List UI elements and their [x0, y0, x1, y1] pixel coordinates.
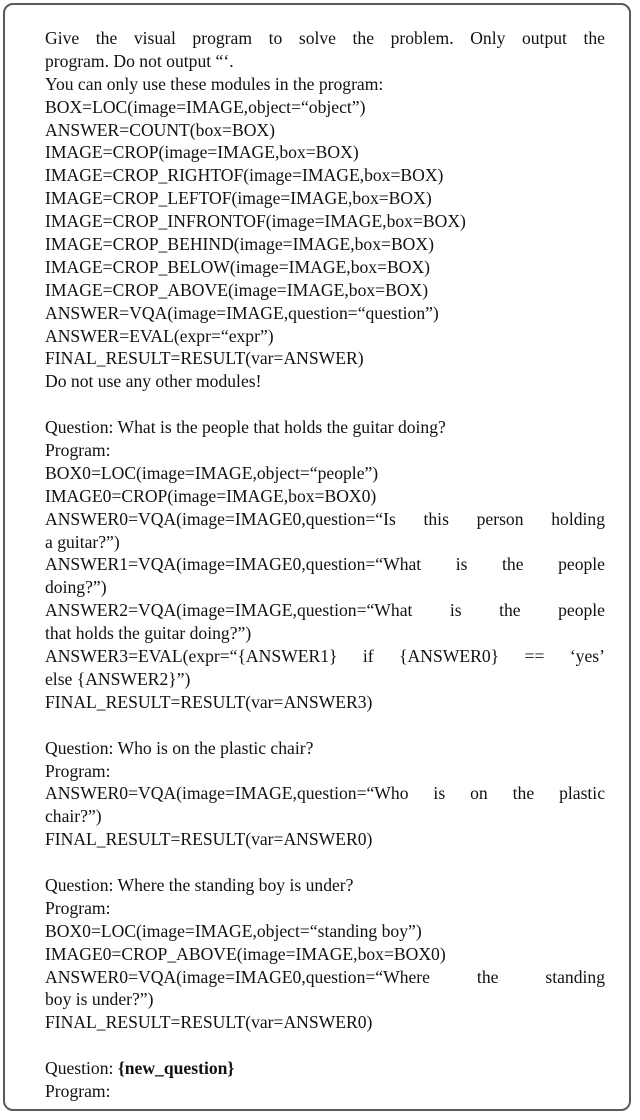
example-1-program-line: ANSWER3=EVAL(expr=“{ANSWER1} if {ANSWER0} == ‘yes’	[45, 646, 605, 667]
example-1-program-line: doing?”)	[45, 577, 107, 598]
example-1-program-line: ANSWER0=VQA(image=IMAGE0,question=“Is this person holding	[45, 508, 605, 529]
intro-line-1: Give the visual program to solve the problem. Only output the	[45, 28, 605, 48]
example-1-program-line: ANSWER1=VQA(image=IMAGE0,question=“What is the people	[45, 554, 605, 575]
example-2-program-label: Program:	[45, 760, 111, 781]
example-3-question: Question: Where the standing boy is under?	[45, 874, 354, 895]
module-line: BOX=LOC(image=IMAGE,object=“object”)	[45, 96, 366, 117]
module-line: IMAGE=CROP_RIGHTOF(image=IMAGE,box=BOX)	[45, 165, 444, 186]
module-line: IMAGE=CROP_INFRONTOF(image=IMAGE,box=BOX)	[45, 211, 466, 232]
example-1-program-line: ANSWER2=VQA(image=IMAGE,question=“What is the people	[45, 600, 605, 621]
final-question	[45, 1057, 605, 1080]
spacer	[45, 1034, 605, 1057]
module-line: ANSWER=COUNT(box=BOX)	[45, 119, 275, 140]
example-1-program-line: a guitar?”)	[45, 531, 120, 552]
module-line: IMAGE=CROP_BEHIND(image=IMAGE,box=BOX)	[45, 234, 434, 255]
module-line: ANSWER=VQA(image=IMAGE,question=“question”)	[45, 302, 439, 323]
example-3-program-line: FINAL_RESULT=RESULT(var=ANSWER0)	[45, 1012, 373, 1033]
spacer	[45, 851, 605, 874]
intro-line-2: program. Do not output “‘.	[45, 50, 234, 71]
final-question-prefix: Question:	[45, 1058, 114, 1079]
example-1-program-line: else {ANSWER2}”)	[45, 668, 191, 689]
module-line: ANSWER=EVAL(expr=“expr”)	[45, 325, 274, 346]
example-2-program-line: FINAL_RESULT=RESULT(var=ANSWER0)	[45, 829, 373, 850]
example-1-program-line: BOX0=LOC(image=IMAGE,object=“people”)	[45, 462, 379, 483]
module-line: IMAGE=CROP_LEFTOF(image=IMAGE,box=BOX)	[45, 188, 432, 209]
example-3-program-line: BOX0=LOC(image=IMAGE,object=“standing boy”)	[45, 920, 422, 941]
spacer	[45, 714, 605, 737]
example-2-program-line: chair?”)	[45, 806, 102, 827]
example-1-program-line: that holds the guitar doing?”)	[45, 623, 252, 644]
prompt-text	[45, 27, 605, 1103]
example-2-question: Question: Who is on the plastic chair?	[45, 737, 314, 758]
final-program-label: Program:	[45, 1080, 111, 1101]
example-3-program-line: boy is under?”)	[45, 989, 154, 1010]
intro-line-3: You can only use these modules in the program:	[45, 73, 384, 94]
example-3-program-line: IMAGE0=CROP_ABOVE(image=IMAGE,box=BOX0)	[45, 943, 446, 964]
example-1-program-line: IMAGE0=CROP(image=IMAGE,box=BOX0)	[45, 485, 377, 506]
new-question-placeholder: {new_question}	[117, 1058, 235, 1079]
prompt-box	[3, 3, 631, 1111]
example-3-program-label: Program:	[45, 897, 111, 918]
spacer	[45, 393, 605, 416]
example-1-program-label: Program:	[45, 440, 111, 461]
module-line: FINAL_RESULT=RESULT(var=ANSWER)	[45, 348, 364, 369]
example-1-program-line: FINAL_RESULT=RESULT(var=ANSWER3)	[45, 691, 373, 712]
module-line: IMAGE=CROP(image=IMAGE,box=BOX)	[45, 142, 359, 163]
module-line: IMAGE=CROP_ABOVE(image=IMAGE,box=BOX)	[45, 279, 429, 300]
module-line: IMAGE=CROP_BELOW(image=IMAGE,box=BOX)	[45, 256, 431, 277]
example-2-program-line: ANSWER0=VQA(image=IMAGE,question=“Who is on the plastic	[45, 783, 605, 804]
modules-warning: Do not use any other modules!	[45, 371, 262, 392]
example-1-question: Question: What is the people that holds the guitar doing?	[45, 417, 446, 438]
example-3-program-line: ANSWER0=VQA(image=IMAGE0,question=“Where the standing	[45, 966, 605, 987]
